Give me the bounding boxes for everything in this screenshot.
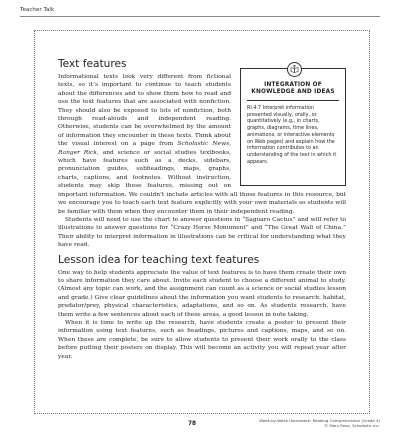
header-rule <box>20 16 380 17</box>
text-features-paragraph-1: Informational texts look very different from fictional texts, so it’s important to continue to teach students about the differences and to show them how to read and use the text features that are associated with nonfiction. They should also be exposed to lots of nonfiction, both through read-alouds and independent reading. Otherwise, students can be overwhelmed by the amount of information they encounter in these texts. Think about the visual interest on a page from Scholastic News, Ranger Rick, and science or social studies textbooks, which have features such as a decks, sidebars, pronunciation guides, subheadings, maps, graphs, charts, captions, and footnotes. Without instruction, students may skip these features, missing out on important information. We couldn’t include articles with all those features in this resource, but we encourage you to teach each text feature explicitly with your own materials so students will be familiar with them when they encounter them in their independent reading. <box>58 74 346 215</box>
running-header: Teacher Talk <box>20 7 55 13</box>
lesson-idea-paragraph-2: When it is time to write up the research, have students create a poster to present their information using text features, such as headings, pictures and captions, maps, and so on. When these are complete, be sure to allow students to present their work orally to the class before putting their posters on display. This will become an activity you will repeat year after year. <box>58 319 346 360</box>
standard-callout-box <box>240 68 346 186</box>
section-title-text-features: Text features <box>58 58 127 70</box>
section-title-lesson-idea: Lesson idea for teaching text features <box>58 253 260 266</box>
standard-description: Interpret information presented visually, orally, or quantitatively (e.g., in charts, graphs, diagrams, time lines, animations, or interactive elements on Web pages) and explain how the information contributes to an understanding of the text in which it appears. <box>247 105 337 165</box>
main-content <box>58 58 346 361</box>
callout-title: INTEGRATION OF KNOWLEDGE AND IDEAS <box>251 82 335 95</box>
footer-credit: Week-by-Week Homework: Reading Comprehension (Grade 4) © Mary Rose, Scholastic Inc. <box>259 418 380 428</box>
lesson-idea-paragraph-1: One way to help students appreciate the value of text features is to have them create their own to share information they care about. Invite each student to choose a different animal to study. (Almost any topic can work, and the assignment can count as a science or social studies lesson and grade.) Give clear guidelines about the information you want students to research: habitat, predator/prey, physical characteristics, adaptations, and so on. As students research, have them write a few sentences about each of these areas, a good lesson in note taking. <box>58 269 346 318</box>
callout-standard-text <box>241 101 345 165</box>
standard-code: RI.4.7 <box>247 105 262 111</box>
book-icon <box>287 62 302 77</box>
text-features-paragraph-2: Students will need to use the chart to answer questions in “Saguaro Cactus” and will refer to illustrations to answer questions for “Crazy Horse Monument” and “The Great Wall of China.” Their ability to interpret information in illustrations can be critical for understanding what they have read. <box>58 216 346 249</box>
page-number: 78 <box>188 421 197 427</box>
magazine-titles: Scholastic News, Ranger Rick <box>58 141 231 156</box>
